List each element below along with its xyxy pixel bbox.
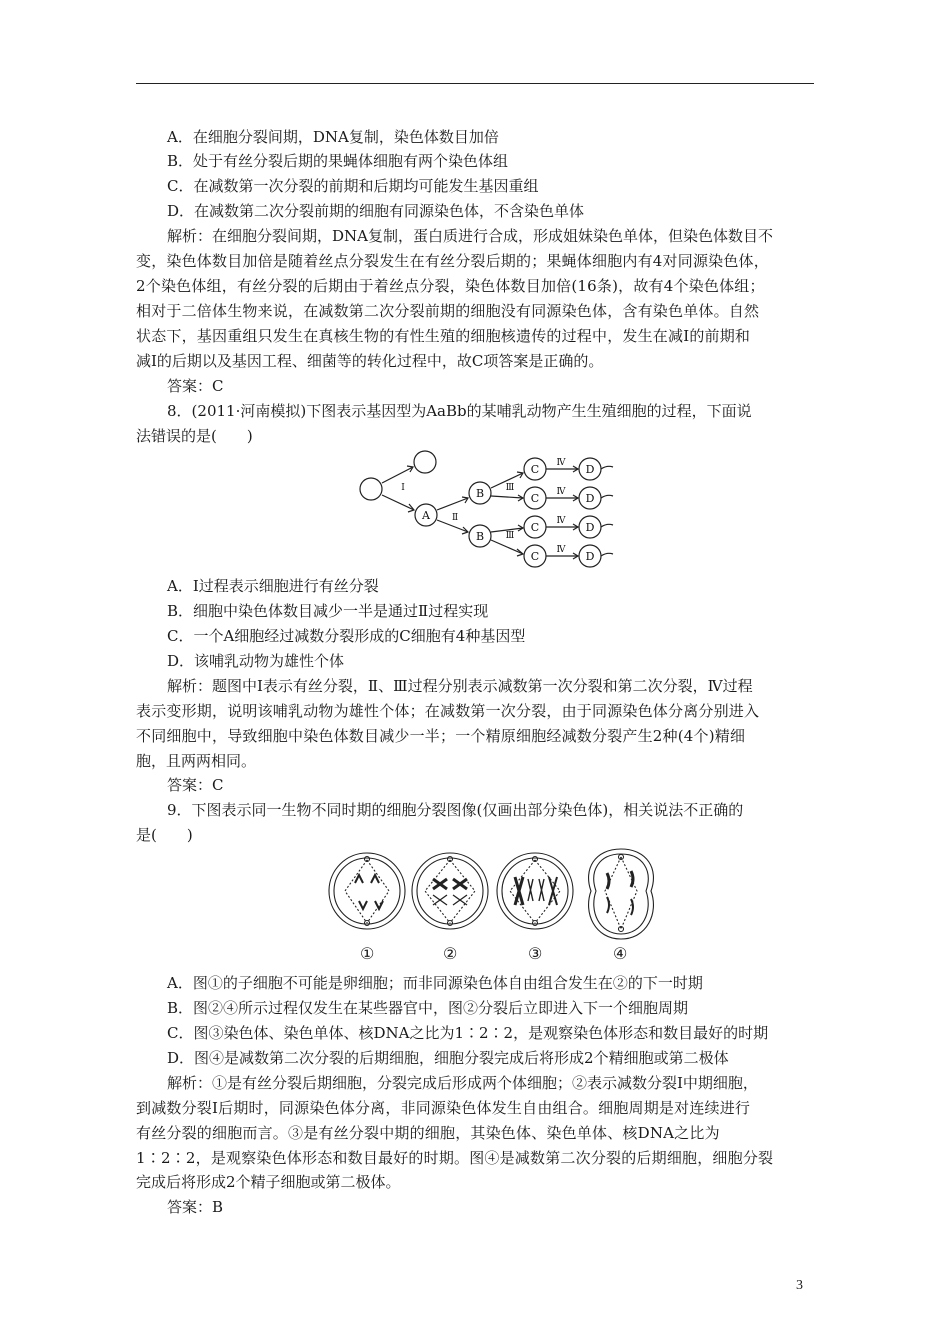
q7-analysis-line: 2个染色体组，有丝分裂的后期由于着丝点分裂，染色体数目加倍(16条)，故有4个染色体组； xyxy=(136,277,765,295)
q7-analysis-line: 解析：在细胞分裂间期，DNA复制，蛋白质进行合成，形成姐妹染色单体，但染色体数目不 xyxy=(167,227,773,245)
q8-cell-division-diagram xyxy=(355,448,635,574)
diagram-label-b: B xyxy=(475,530,485,543)
q8-stem-line: 8．(2011·河南模拟)下图表示基因型为AaBb的某哺乳动物产生生殖细胞的过程，下面说 xyxy=(167,402,752,420)
q8-answer: 答案：C xyxy=(167,776,224,794)
q7-option-c: C．在减数第一次分裂的前期和后期均可能发生基因重组 xyxy=(167,177,539,195)
q9-option-b: B．图②④所示过程仅发生在某些器官中，图②分裂后立即进入下一个细胞周期 xyxy=(167,999,689,1017)
diagram-step-label: Ⅲ xyxy=(505,531,515,541)
diagram-step-label: Ⅳ xyxy=(556,487,566,497)
figure-label-2: ② xyxy=(443,944,458,963)
q8-stem-line: 法错误的是( ) xyxy=(136,427,253,445)
diagram-label-d: D xyxy=(585,550,595,563)
diagram-label-c: C xyxy=(530,521,540,534)
q8-analysis-line: 表示变形期，说明该哺乳动物为雄性个体；在减数第一次分裂，由于同源染色体分离分别进入 xyxy=(136,702,760,720)
q9-analysis-line: 到减数分裂Ⅰ后期时，同源染色体分离，非同源染色体发生自由组合。细胞周期是对连续进行 xyxy=(136,1099,751,1117)
q9-option-d: D．图④是减数第二次分裂的后期细胞，细胞分裂完成后将形成2个精细胞或第二极体 xyxy=(167,1049,729,1067)
figure-label-1: ① xyxy=(360,944,375,963)
diagram-label-d: D xyxy=(585,492,595,505)
diagram-step-label: Ⅳ xyxy=(556,458,566,468)
figure-cell-1 xyxy=(329,853,405,929)
page-number: 3 xyxy=(796,1278,803,1293)
figure-label-4: ④ xyxy=(613,944,628,963)
diagram-label-c: C xyxy=(530,463,540,476)
diagram-cell-origin xyxy=(360,478,382,500)
diagram-step-label: Ⅳ xyxy=(556,516,566,526)
diagram-label-c: C xyxy=(530,492,540,505)
q9-stem-line: 9．下图表示同一生物不同时期的细胞分裂图像(仅画出部分染色体)，相关说法不正确的 xyxy=(167,801,744,819)
q7-option-a: A．在细胞分裂间期，DNA复制，染色体数目加倍 xyxy=(167,128,499,146)
q7-answer: 答案：C xyxy=(167,377,224,395)
diagram-step-label: Ⅳ xyxy=(556,545,566,555)
q8-option-c: C．一个A细胞经过减数分裂形成的C细胞有4种基因型 xyxy=(167,627,526,645)
q9-option-c: C．图③染色体、染色单体、核DNA之比为1∶2∶2，是观察染色体形态和数目最好的时期 xyxy=(167,1024,769,1042)
q9-analysis-line: 解析：①是有丝分裂后期细胞，分裂完成后形成两个体细胞；②表示减数分裂Ⅰ中期细胞， xyxy=(167,1074,758,1092)
q8-analysis-line: 解析：题图中Ⅰ表示有丝分裂，Ⅱ、Ⅲ过程分别表示减数第一次分裂和第二次分裂，Ⅳ过程 xyxy=(167,677,753,695)
diagram-label-a: A xyxy=(422,509,430,522)
diagram-label-d: D xyxy=(585,463,595,476)
diagram-label-d: D xyxy=(585,521,595,534)
q8-option-b: B．细胞中染色体数目减少一半是通过Ⅱ过程实现 xyxy=(167,602,489,620)
q8-analysis-line: 胞，且两两相同。 xyxy=(136,752,257,770)
figure-label-3: ③ xyxy=(528,944,543,963)
q9-analysis-line: 完成后将形成2个精子细胞或第二极体。 xyxy=(136,1173,401,1191)
q9-stem-line: 是( ) xyxy=(136,826,193,844)
figure-cell-3 xyxy=(497,853,573,929)
diagram-cell-sister xyxy=(414,451,436,473)
diagram-step-label: Ⅱ xyxy=(451,513,459,523)
diagram-label-c: C xyxy=(530,550,540,563)
q8-analysis-line: 不同细胞中，导致细胞中染色体数目减少一半；一个精原细胞经减数分裂产生2种(4个)精细 xyxy=(136,727,746,745)
header-rule xyxy=(136,83,814,84)
q7-analysis-line: 状态下，基因重组只发生在真核生物的有性生殖的细胞核遗传的过程中，发生在减Ⅰ的前期和 xyxy=(136,327,751,345)
diagram-label-b: B xyxy=(475,487,485,500)
q7-option-b: B．处于有丝分裂后期的果蝇体细胞有两个染色体组 xyxy=(167,152,509,170)
q9-analysis-line: 有丝分裂的细胞而言。③是有丝分裂中期的细胞，其染色体、染色单体、核DNA之比为 xyxy=(136,1124,720,1142)
q7-analysis-line: 相对于二倍体生物来说，在减数第二次分裂前期的细胞没有同源染色体，含有染色单体。自然 xyxy=(136,302,760,320)
q7-option-d: D．在减数第二次分裂前期的细胞有同源染色体，不含染色单体 xyxy=(167,202,585,220)
q9-analysis-line: 1∶2∶2，是观察染色体形态和数目最好的时期。图④是减数第二次分裂的后期细胞，细胞分裂 xyxy=(136,1149,774,1167)
q9-option-a: A．图①的子细胞不可能是卵细胞；而非同源染色体自由组合发生在②的下一时期 xyxy=(167,974,703,992)
q7-analysis-line: 减Ⅰ的后期以及基因工程、细菌等的转化过程中，故C项答案是正确的。 xyxy=(136,352,604,370)
q7-analysis-line: 变，染色体数目加倍是随着丝点分裂发生在有丝分裂后期的；果蝇体细胞内有4对同源染色体， xyxy=(136,252,769,270)
q9-answer: 答案：B xyxy=(167,1198,224,1216)
q8-option-d: D．该哺乳动物为雄性个体 xyxy=(167,652,345,670)
diagram-step-label: Ⅲ xyxy=(505,483,515,493)
q9-cell-figures xyxy=(325,845,665,945)
figure-cell-4 xyxy=(589,849,654,939)
q8-option-a: A．Ⅰ过程表示细胞进行有丝分裂 xyxy=(167,577,379,595)
figure-cell-2 xyxy=(412,853,488,929)
diagram-step-label: Ⅰ xyxy=(401,483,405,493)
